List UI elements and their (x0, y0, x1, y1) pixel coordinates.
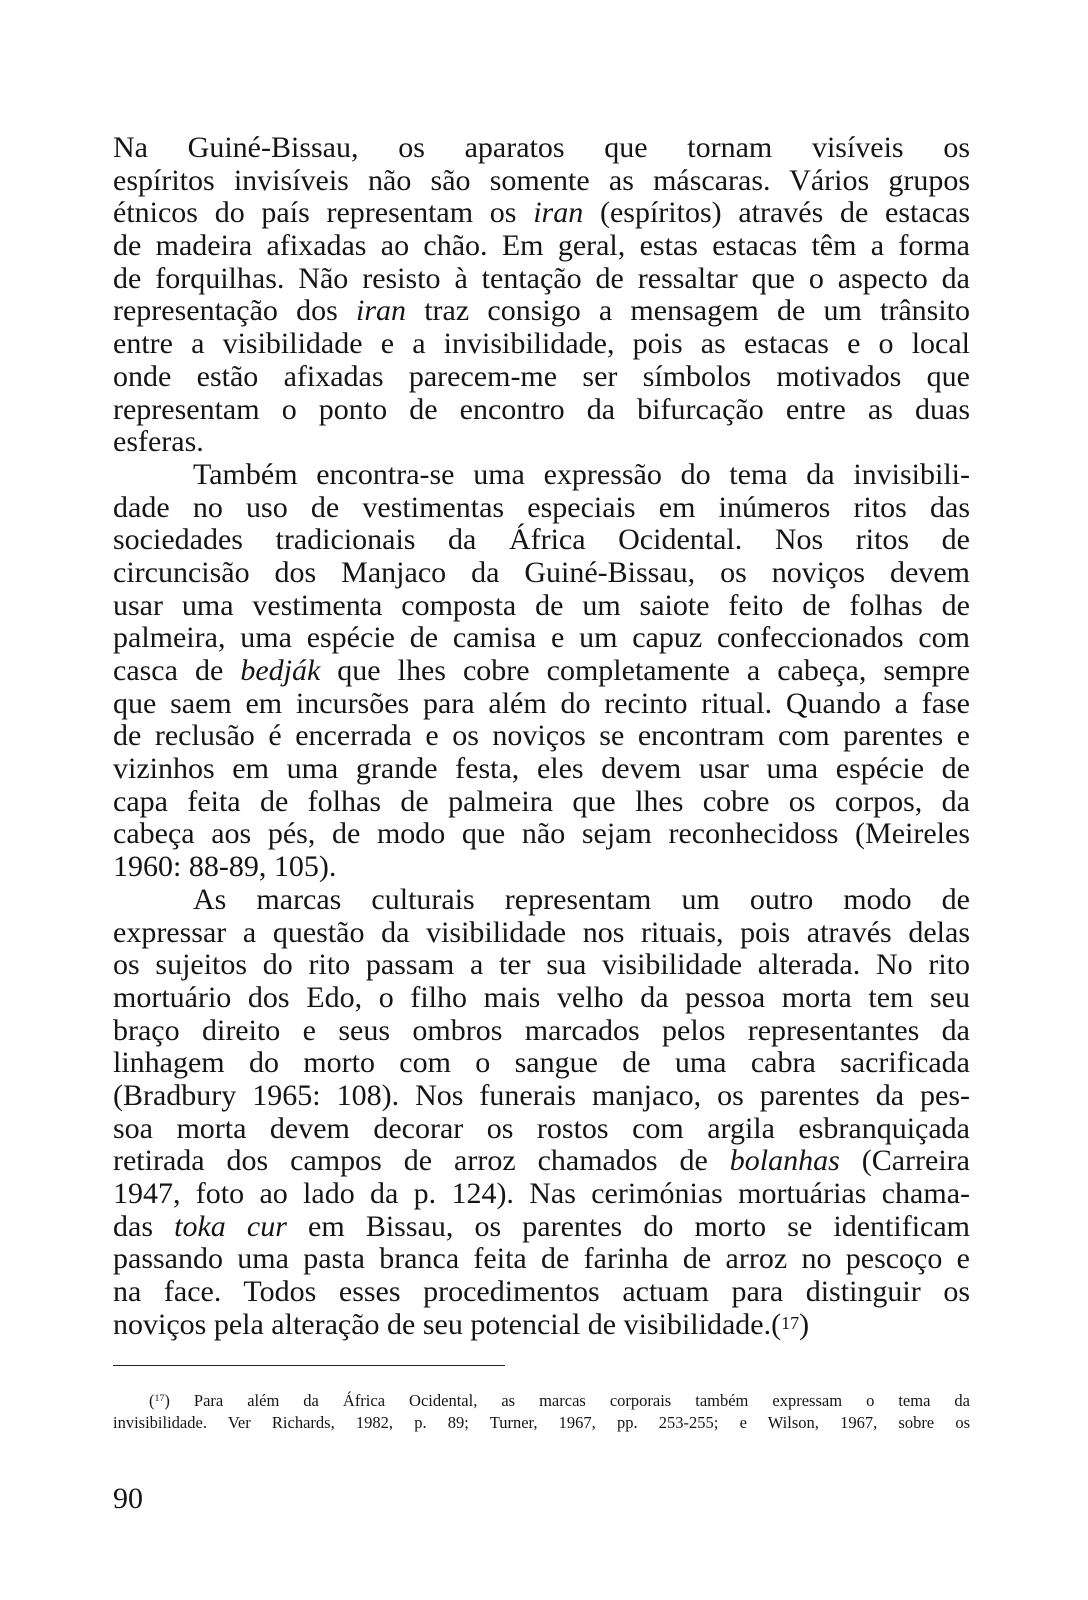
text-run: de madeira afixadas ao chão. Em geral, estas estacas têm a forma (113, 229, 970, 263)
text-run: palmeira, uma espécie de camisa e um capuz confeccionados com (113, 621, 970, 655)
text-run: sociedades tradicionais da África Ocidental. Nos ritos de (113, 523, 970, 557)
text-line (113, 655, 970, 688)
footnote-line (113, 1412, 970, 1434)
text-run: usar uma vestimenta composta de um saiote feito de folhas de (113, 588, 970, 622)
text-run: 1947, foto ao lado da p. 124). Nas cerimónias mortuárias chama- (113, 1177, 970, 1210)
text-run: 1960: 88-89, 105). (113, 850, 337, 884)
text-line (113, 230, 970, 263)
footnote-line (113, 1390, 970, 1412)
text-line (113, 263, 970, 296)
text-line (113, 982, 970, 1015)
text-line (113, 132, 970, 165)
text-run: onde estão afixadas parecem-me ser símbolos motivados que (113, 359, 970, 393)
text-line (113, 459, 970, 492)
text-run: de reclusão é encerrada e os noviços se encontram com parentes e (113, 719, 970, 753)
text-line (113, 590, 970, 623)
text-line (113, 949, 970, 982)
text-line (113, 361, 970, 394)
text-run: esferas. (113, 425, 204, 459)
text-run: cabeça aos pés, de modo que não sejam reconhecidoss (Meireles (113, 817, 970, 851)
text-line (113, 1145, 970, 1178)
text-run: soa morta devem decorar os rostos com argila esbranquiçada (113, 1111, 970, 1145)
text-line (113, 165, 970, 198)
paragraph (113, 459, 970, 884)
text-run: espíritos invisíveis não são somente as máscaras. Vários grupos (113, 163, 970, 197)
text-run: noviços pela alteração de seu potencial de visibilidade.( (113, 1307, 782, 1341)
text-line (113, 426, 970, 459)
text-run: ) (799, 1307, 810, 1341)
text-run: os sujeitos do rito passam a ter sua visibilidade alterada. No rito (113, 948, 970, 982)
text-run: (Bradbury 1965: 108). Nos funerais manjaco, os parentes da pes- (113, 1078, 970, 1112)
text-run: representam o ponto de encontro da bifurcação entre as duas (113, 392, 970, 426)
text-line (113, 1080, 970, 1113)
text-line (113, 753, 970, 786)
text-run: ) Para além da África Ocidental, as marcas corporais também expressam o tema da (164, 1391, 970, 1410)
text-run: de forquilhas. Não resisto à tentação de ressaltar que o aspecto da (113, 261, 970, 295)
text-line (113, 622, 970, 655)
text-run: capa feita de folhas de palmeira que lhes cobre os corpos, da (113, 784, 970, 818)
text-run: representação dos (113, 294, 356, 328)
italic-term: bedják (240, 654, 321, 687)
text-line (113, 720, 970, 753)
page-number: 90 (113, 1482, 143, 1515)
text-run: braço direito e seus ombros marcados pelos representantes da (113, 1013, 970, 1047)
text-run: Na Guiné-Bissau, os aparatos que tornam visíveis os (113, 131, 970, 164)
text-line (113, 1015, 970, 1048)
text-run: casca de (113, 654, 241, 687)
text-run: entre a visibilidade e a invisibilidade, pois as estacas e o local (113, 327, 970, 361)
body-text (113, 132, 970, 1341)
text-run: na face. Todos esses procedimentos actuam para distinguir os (113, 1275, 970, 1309)
text-run: invisibilidade. Ver Richards, 1982, p. 89; Turner, 1967, pp. 253-255; e Wilson, 1967, sobre os (113, 1413, 970, 1432)
footnote-ref: 17 (781, 1312, 800, 1333)
footnote-separator (113, 1365, 505, 1366)
text-run: passando uma pasta branca feita de farinha de arroz no pescoço e (113, 1242, 970, 1276)
text-line (113, 492, 970, 525)
text-line (113, 688, 970, 721)
text-line (113, 1309, 970, 1342)
footnote-ref: 17 (154, 1393, 165, 1404)
italic-term: toka cur (174, 1209, 287, 1243)
text-run: dade no uso de vestimentas especiais em inúmeros ritos das (113, 490, 970, 524)
text-run: As marcas culturais representam um outro modo de (193, 882, 970, 916)
italic-term: iran (533, 196, 584, 230)
text-run: das (113, 1209, 175, 1243)
footnote (113, 1390, 970, 1434)
text-line (113, 851, 970, 884)
text-run: retirada dos campos de arroz chamados de (113, 1144, 730, 1178)
text-line (113, 197, 970, 230)
text-run: linhagem do morto com o sangue de uma cabra sacrificada (113, 1046, 970, 1080)
text-run: expressar a questão da visibilidade nos rituais, pois através delas (113, 915, 970, 949)
text-line (113, 394, 970, 427)
text-run: étnicos do país representam os (113, 196, 534, 230)
text-line (113, 917, 970, 950)
text-line (113, 1211, 970, 1244)
italic-term: bolanhas (729, 1144, 840, 1178)
text-line (113, 295, 970, 328)
text-line (113, 1178, 970, 1211)
text-run: vizinhos em uma grande festa, eles devem usar uma espécie de (113, 752, 970, 786)
text-run: ( (149, 1391, 155, 1410)
text-run: (espíritos) através de estacas (583, 196, 970, 230)
paragraph (113, 132, 970, 459)
text-run: Também encontra-se uma expressão do tema da invisibili- (193, 457, 970, 491)
text-line (113, 786, 970, 819)
text-line (113, 328, 970, 361)
text-line (113, 818, 970, 851)
text-line (113, 1047, 970, 1080)
text-line (113, 1276, 970, 1309)
text-line (113, 884, 970, 917)
text-line (113, 557, 970, 590)
text-run: mortuário dos Edo, o filho mais velho da pessoa morta tem seu (113, 980, 970, 1014)
text-line (113, 1243, 970, 1276)
text-run: traz consigo a mensagem de um trânsito (406, 294, 970, 328)
text-run: que lhes cobre completamente a cabeça, sempre (320, 654, 970, 687)
text-run: que saem em incursões para além do recinto ritual. Quando a fase (113, 686, 970, 720)
italic-term: iran (355, 294, 406, 328)
text-run: circuncisão dos Manjaco da Guiné-Bissau, os noviços devem (113, 555, 970, 589)
text-run: (Carreira (839, 1144, 970, 1178)
text-line (113, 524, 970, 557)
text-line (113, 1113, 970, 1146)
text-run: em Bissau, os parentes do morto se identificam (286, 1209, 970, 1243)
paragraph (113, 884, 970, 1342)
